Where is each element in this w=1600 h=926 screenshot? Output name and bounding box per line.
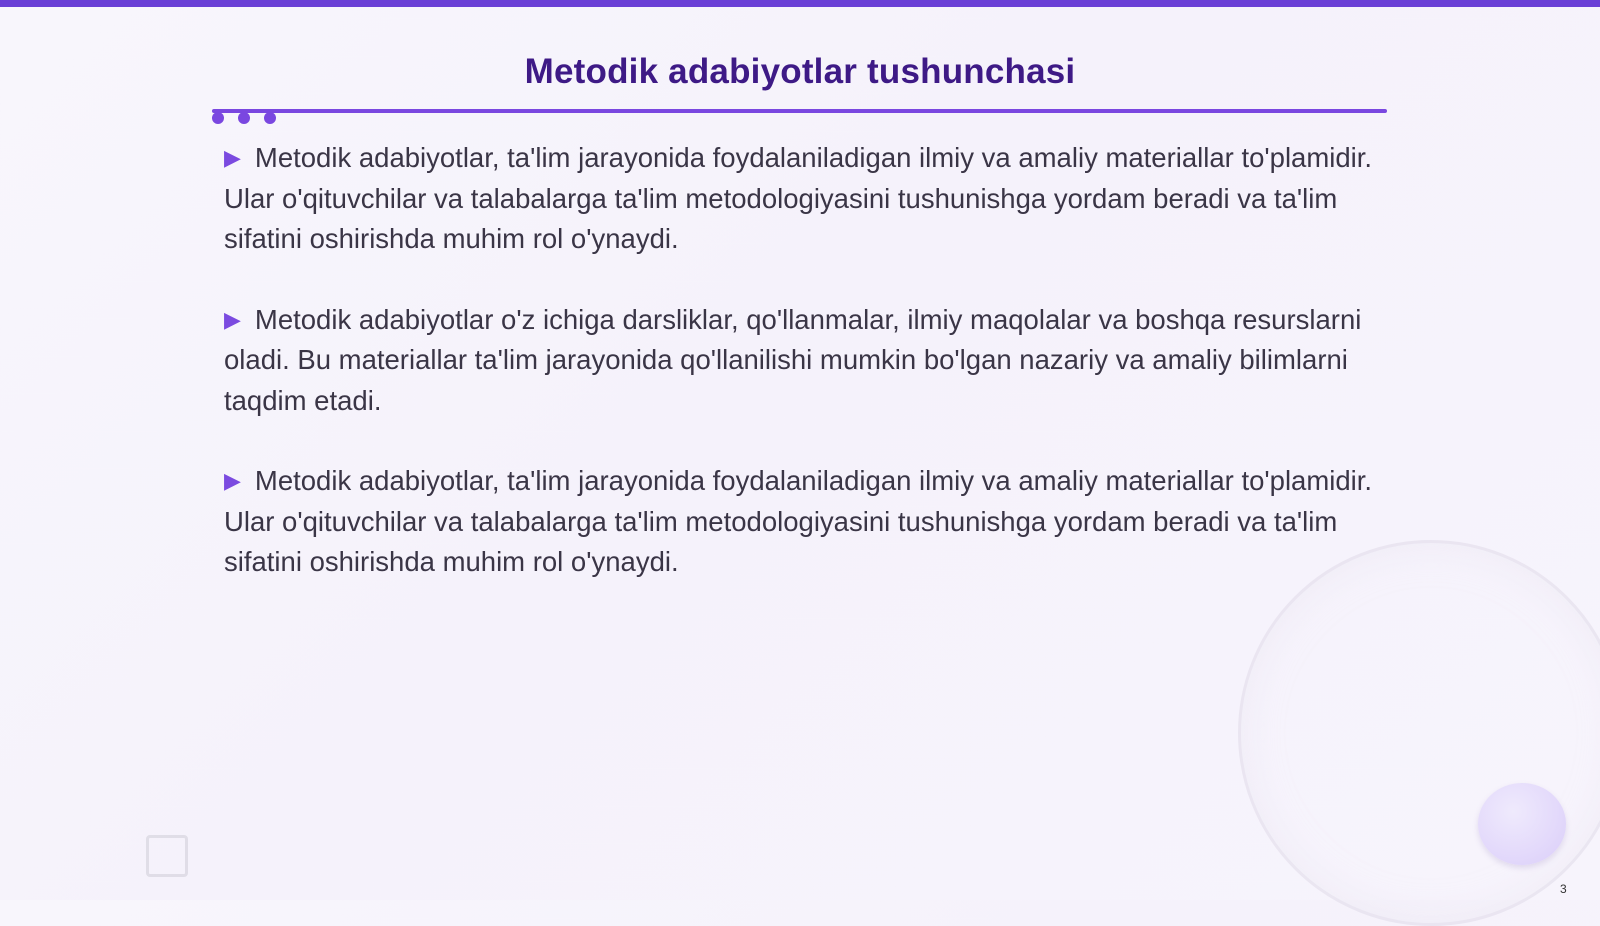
decorative-square	[146, 835, 188, 877]
bullet-item	[224, 300, 1384, 422]
bullet-list	[224, 138, 1384, 623]
decorative-circle	[1238, 540, 1600, 926]
decorative-dot	[212, 112, 224, 124]
triangle-bullet-icon: ▶	[224, 145, 241, 170]
bullet-text: Metodik adabiyotlar o'z ichiga darsliklar, qo'llanmalar, ilmiy maqolalar va boshqa resurslarni oladi. Bu materiallar ta'lim jarayonida qo'llanilishi mumkin bo'lgan nazariy va amaliy bilimlarni taqdim etadi.	[224, 303, 1362, 416]
decorative-dot	[264, 112, 276, 124]
slide-title: Metodik adabiyotlar tushunchasi	[524, 52, 1076, 91]
top-accent-bar	[0, 0, 1600, 7]
page-number: 3	[1560, 882, 1567, 896]
bullet-text: Metodik adabiyotlar, ta'lim jarayonida foydalaniladigan ilmiy va amaliy materiallar to'plamidir. Ular o'qituvchilar va talabalarga ta'lim metodologiyasini tushunishga yordam beradi va ta'lim sifatini oshirishda muhim rol o'ynaydi.	[224, 142, 1373, 254]
title-underline	[212, 109, 1387, 113]
triangle-bullet-icon: ▶	[224, 306, 241, 332]
triangle-bullet-icon: ▶	[224, 468, 241, 493]
decorative-blob	[1478, 783, 1566, 865]
bullet-text: Metodik adabiyotlar, ta'lim jarayonida foydalaniladigan ilmiy va amaliy materiallar to'plamidir. Ular o'qituvchilar va talabalarga ta'lim metodologiyasini tushunishga yordam beradi va ta'lim sifatini oshirishda muhim rol o'ynaydi.	[224, 465, 1373, 577]
bullet-item	[224, 461, 1384, 583]
bullet-item	[224, 138, 1384, 260]
decorative-dot	[238, 112, 250, 124]
